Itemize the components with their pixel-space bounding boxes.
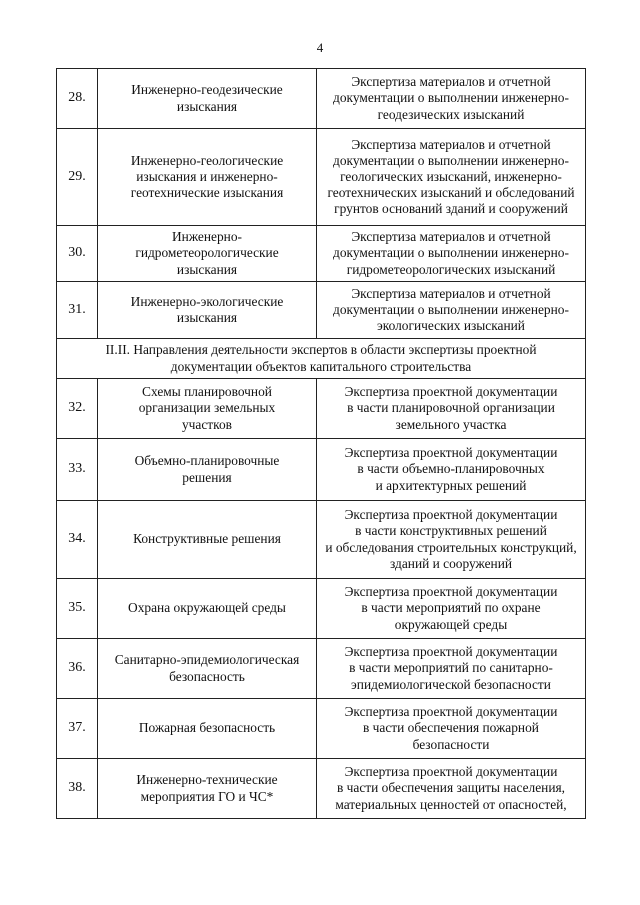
row-number: 38. xyxy=(57,759,98,819)
direction-name: Охрана окружающей среды xyxy=(98,579,317,639)
direction-name: Санитарно-эпидемиологическая безопасность xyxy=(98,639,317,699)
table-row xyxy=(57,699,586,759)
expertise-description: Экспертиза проектной документации в части обеспечения пожарной безопасности xyxy=(317,699,586,759)
expertise-description: Экспертиза материалов и отчетной документации о выполнении инженерно- геологических изысканий, инженерно- геотехнических изысканий и обследований грунтов оснований зданий и сооружений xyxy=(317,129,586,226)
direction-name: Инженерно-технические мероприятия ГО и ЧС* xyxy=(98,759,317,819)
expertise-description: Экспертиза проектной документации в части объемно-планировочных и архитектурных решений xyxy=(317,439,586,501)
table-row xyxy=(57,379,586,439)
row-number: 34. xyxy=(57,501,98,579)
table-row xyxy=(57,639,586,699)
expertise-description: Экспертиза материалов и отчетной документации о выполнении инженерно- экологических изысканий xyxy=(317,282,586,339)
table-row xyxy=(57,439,586,501)
direction-name: Конструктивные решения xyxy=(98,501,317,579)
table-row xyxy=(57,759,586,819)
table-row xyxy=(57,226,586,282)
row-number: 28. xyxy=(57,69,98,129)
expertise-description: Экспертиза материалов и отчетной документации о выполнении инженерно- геодезических изысканий xyxy=(317,69,586,129)
row-number: 36. xyxy=(57,639,98,699)
direction-name: Инженерно-геологические изыскания и инженерно- геотехнические изыскания xyxy=(98,129,317,226)
expertise-description: Экспертиза проектной документации в части планировочной организации земельного участка xyxy=(317,379,586,439)
expertise-description: Экспертиза материалов и отчетной документации о выполнении инженерно- гидрометеорологических изысканий xyxy=(317,226,586,282)
row-number: 33. xyxy=(57,439,98,501)
row-number: 31. xyxy=(57,282,98,339)
table-row xyxy=(57,129,586,226)
row-number: 35. xyxy=(57,579,98,639)
direction-name: Инженерно-геодезические изыскания xyxy=(98,69,317,129)
row-number: 29. xyxy=(57,129,98,226)
expertise-description: Экспертиза проектной документации в части мероприятий по санитарно- эпидемиологической безопасности xyxy=(317,639,586,699)
table-body xyxy=(57,69,586,819)
row-number: 30. xyxy=(57,226,98,282)
page-number: 4 xyxy=(316,40,324,55)
expert-directions-table xyxy=(56,68,586,819)
direction-name: Инженерно-экологические изыскания xyxy=(98,282,317,339)
direction-name: Объемно-планировочные решения xyxy=(98,439,317,501)
direction-name: Инженерно- гидрометеорологические изыскания xyxy=(98,226,317,282)
table-row xyxy=(57,501,586,579)
direction-name: Схемы планировочной организации земельных участков xyxy=(98,379,317,439)
expertise-description: Экспертиза проектной документации в части мероприятий по охране окружающей среды xyxy=(317,579,586,639)
expertise-description: Экспертиза проектной документации в части обеспечения защиты населения, материальных ценностей от опасностей, xyxy=(317,759,586,819)
section-heading-row xyxy=(57,339,586,379)
row-number: 32. xyxy=(57,379,98,439)
direction-name: Пожарная безопасность xyxy=(98,699,317,759)
table-row xyxy=(57,282,586,339)
section-heading: II.II. Направления деятельности экспертов в области экспертизы проектной документации объектов капитального строительства xyxy=(57,339,586,379)
row-number: 37. xyxy=(57,699,98,759)
expertise-description: Экспертиза проектной документации в части конструктивных решений и обследования строительных конструкций, зданий и сооружений xyxy=(317,501,586,579)
table-row xyxy=(57,579,586,639)
table-row xyxy=(57,69,586,129)
